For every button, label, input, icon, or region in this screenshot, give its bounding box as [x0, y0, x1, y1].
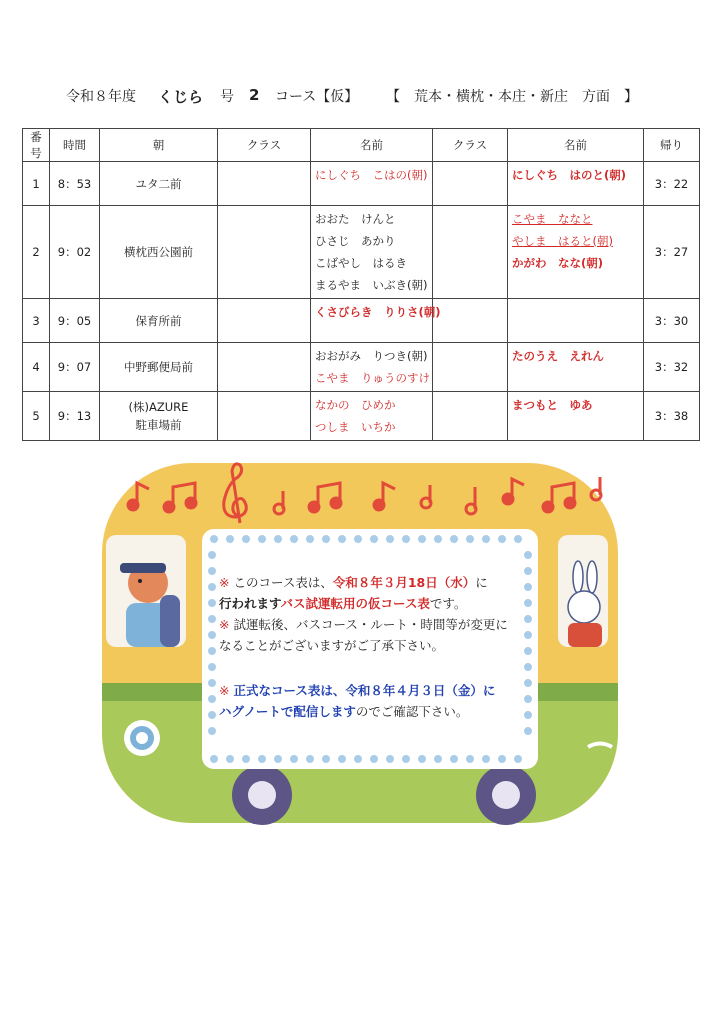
table-row: [23, 162, 700, 206]
notice-text-span: のでご確認下さい。: [355, 704, 469, 719]
col-header: 朝: [100, 129, 218, 162]
names-cell: [311, 299, 441, 343]
pickup-time: 9：05: [50, 299, 100, 343]
child-name: こばやし はるき: [315, 256, 407, 270]
bus-light-icon: [124, 720, 160, 756]
return-time: 3：27: [644, 206, 700, 299]
child-name: おおがみ りつき(朝): [315, 349, 428, 363]
class-cell: [218, 299, 311, 343]
child-name: にしぐち はのと(朝): [512, 168, 627, 182]
stop-name: 保育所前: [135, 313, 182, 328]
notice-paragraph-3: [219, 680, 529, 722]
stop-name: ユタ二前: [135, 176, 182, 191]
notice-text-span: 試運転後、バスコース・ルート・時間等が変更に: [233, 617, 508, 632]
notice-text-span: なることがございますがご了承下さい。: [219, 638, 445, 653]
class-cell: [433, 299, 508, 343]
class-cell: [433, 343, 508, 392]
names-cell: [508, 299, 644, 343]
stop-name: 横枕西公園前: [124, 245, 193, 259]
bus-stop: [100, 343, 218, 392]
route-suffix: 号: [220, 89, 234, 105]
child-name: なかの ひめか: [315, 398, 396, 412]
child-name: ひさじ あかり: [315, 234, 396, 248]
child-name: かがわ なな(朝): [512, 256, 604, 270]
names-cell: [311, 206, 433, 299]
notice-date: 令和８年３月18日（水）: [332, 575, 476, 590]
notice-official-method: ハグノートで配信します: [219, 704, 356, 719]
child-name: まつもと ゆあ: [512, 398, 593, 412]
note-mark: ※: [219, 683, 230, 698]
pickup-time: 8：53: [50, 162, 100, 206]
notice-text-span: に: [475, 575, 488, 590]
row-number: 3: [23, 299, 50, 343]
class-cell: [433, 162, 508, 206]
course-table: [22, 128, 700, 441]
bus-stop: [100, 162, 218, 206]
col-header: 名前: [311, 129, 433, 162]
return-time: 3：38: [644, 392, 700, 441]
course-no: 2: [249, 86, 260, 104]
row-number: 5: [23, 392, 50, 441]
notice-text: [205, 532, 539, 768]
child-name: まるやま いぶき(朝): [315, 278, 428, 292]
table-row: [23, 299, 700, 343]
names-cell: [508, 206, 644, 299]
child-name: たのうえ えれん: [512, 349, 604, 363]
child-name: やしま はると(朝): [512, 234, 613, 248]
notice-emphasis: バス試運転用の仮コース表: [280, 596, 430, 611]
class-cell: [218, 392, 311, 441]
names-cell: [508, 343, 644, 392]
notice-official-date: 正式なコース表は、令和８年４月３日（金）に: [233, 683, 496, 698]
note-mark: ※: [219, 617, 230, 632]
class-cell: [218, 162, 311, 206]
table-header-row: [23, 129, 700, 162]
child-name: にしぐち こはの(朝): [315, 168, 428, 182]
child-name: つしま いちか: [315, 420, 396, 434]
class-cell: [218, 206, 311, 299]
bus-stop: [100, 392, 218, 441]
bus-stop: [100, 206, 218, 299]
stop-name: 中野郵便局前: [124, 360, 193, 374]
class-cell: [433, 206, 508, 299]
note-mark: ※: [219, 575, 230, 590]
bus-stop: [100, 299, 218, 343]
pickup-time: 9：02: [50, 206, 100, 299]
col-header: 帰り: [644, 129, 700, 162]
table-row: [23, 206, 700, 299]
names-cell: [311, 343, 433, 392]
names-cell: [311, 392, 433, 441]
course-label: コース【仮】: [275, 89, 359, 105]
row-number: 2: [23, 206, 50, 299]
stop-name: 駐車場前: [135, 418, 182, 432]
row-number: 4: [23, 343, 50, 392]
row-number: 1: [23, 162, 50, 206]
child-name: こやま りゅうのすけ: [315, 371, 430, 385]
col-header: クラス: [433, 129, 508, 162]
child-name: おおた けんと: [315, 212, 396, 226]
names-cell: [311, 162, 433, 206]
pickup-time: 9：13: [50, 392, 100, 441]
table-row: [23, 343, 700, 392]
class-cell: [433, 392, 508, 441]
table-row: [23, 392, 700, 441]
stop-name: (株)AZURE: [128, 400, 189, 414]
names-cell: [508, 162, 644, 206]
col-header: クラス: [218, 129, 311, 162]
return-time: 3：22: [644, 162, 700, 206]
era: 令和８年度: [66, 89, 136, 105]
return-time: 3：32: [644, 343, 700, 392]
col-header: 名前: [508, 129, 644, 162]
col-header: 番号: [23, 129, 50, 162]
page-header: [0, 86, 724, 108]
bus-illustration: [100, 455, 640, 835]
names-cell: [508, 392, 644, 441]
notice-text-span: です。: [429, 596, 467, 611]
notice-paragraph-1: [219, 572, 529, 614]
child-name: くさびらき りりさ(朝): [315, 305, 441, 319]
return-time: 3：30: [644, 299, 700, 343]
notice-paragraph-2: [219, 614, 529, 656]
col-header: 時間: [50, 129, 100, 162]
pickup-time: 9：07: [50, 343, 100, 392]
class-cell: [218, 343, 311, 392]
notice-emphasis: 行われます: [219, 596, 281, 611]
route-name: くじら: [158, 88, 204, 106]
notice-text-span: このコース表は、: [233, 575, 333, 590]
direction: 【 荒本・横枕・本庄・新庄 方面 】: [386, 89, 638, 105]
child-name: こやま ななと: [512, 212, 593, 226]
